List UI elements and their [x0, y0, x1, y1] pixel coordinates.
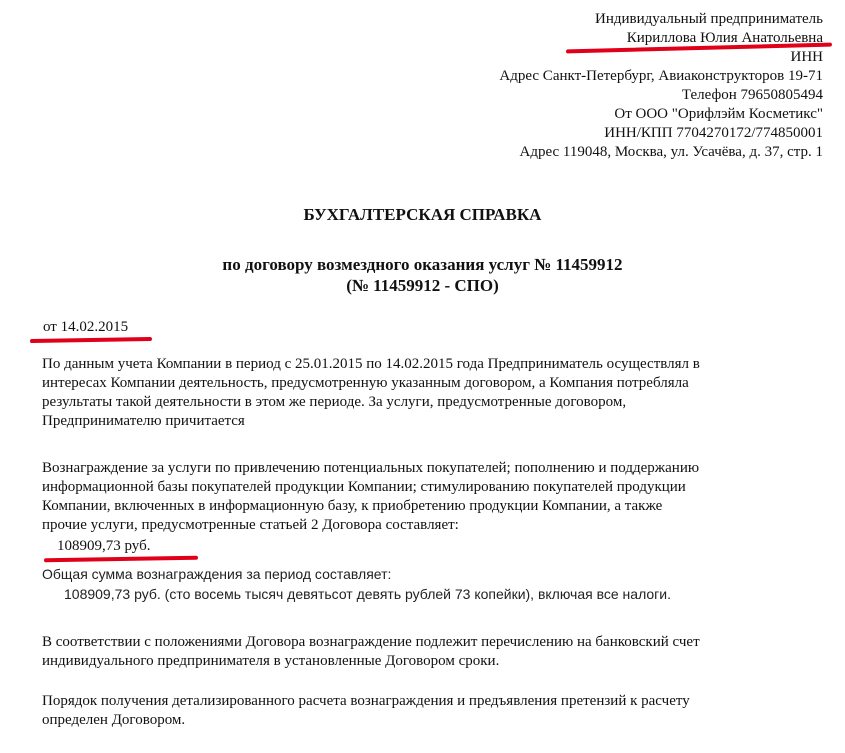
- contract-title: по договору возмездного оказания услуг № 11459912: [222, 255, 623, 274]
- document-date: от 14.02.2015: [43, 319, 129, 335]
- text-line: информационной базы покупателей продукции Компании; стимулированию покупателей продукции: [42, 479, 686, 495]
- document-header: [303, 10, 823, 162]
- amount-highlight-mark: [44, 556, 198, 563]
- text-line: По данным учета Компании в период с 25.01.2015 по 14.02.2015 года Предприниматель осуществлял в: [42, 356, 700, 372]
- text-line: индивидуального предпринимателя в установленные Договором сроки.: [42, 653, 500, 669]
- paragraph-payment: [42, 633, 827, 671]
- document-title: БУХГАЛТЕРСКАЯ СПРАВКА: [303, 205, 542, 224]
- entrepreneur-name: Кириллова Юлия Анатольевна: [626, 30, 823, 46]
- date-highlight-mark: [30, 337, 152, 343]
- contract-code: (№ 11459912 - СПО): [346, 276, 499, 295]
- company-address: Адрес 119048, Москва, ул. Усачёва, д. 37, стр. 1: [519, 144, 823, 160]
- total-label: Общая сумма вознаграждения за период составляет:: [42, 566, 392, 582]
- text-line: интересах Компании деятельность, предусмотренную указанным договором, а Компания потребляла: [42, 375, 689, 391]
- entrepreneur-address: Адрес Санкт-Петербург, Авиаконструкторов 19-71: [499, 68, 823, 84]
- entrepreneur-label: Индивидуальный предприниматель: [595, 11, 823, 27]
- paragraph-claims: [42, 692, 827, 730]
- total-value: 108909,73 руб. (сто восемь тысяч девятьсот девять рублей 73 копейки), включая все налоги.: [64, 586, 671, 602]
- text-line: В соответствии с положениями Договора вознаграждение подлежит перечислению на банковский счет: [42, 634, 700, 650]
- text-line: определен Договором.: [42, 712, 186, 728]
- text-line: Порядок получения детализированного расчета вознаграждения и предъявления претензий к расчету: [42, 693, 690, 709]
- paragraph-services: [42, 459, 827, 535]
- inn-label: ИНН: [790, 49, 823, 65]
- reward-amount: 108909,73 руб.: [57, 538, 151, 554]
- entrepreneur-phone: Телефон 79650805494: [681, 87, 823, 103]
- text-line: Компании, включенных в информационную базу, к приобретению продукции Компании, а также: [42, 498, 663, 514]
- from-company: От ООО "Орифлэйм Косметикс": [614, 106, 823, 122]
- text-line: прочие услуги, предусмотренные статьей 2 Договора составляет:: [42, 517, 459, 533]
- paragraph-period: [42, 355, 827, 431]
- text-line: результаты такой деятельности в этом же периоде. За услуги, предусмотренные договором,: [42, 394, 627, 410]
- text-line: Вознаграждение за услуги по привлечению потенциальных покупателей; пополнению и поддержанию: [42, 460, 700, 476]
- text-line: Предпринимателю причитается: [42, 413, 245, 429]
- company-inn-kpp: ИНН/КПП 7704270172/774850001: [604, 125, 823, 141]
